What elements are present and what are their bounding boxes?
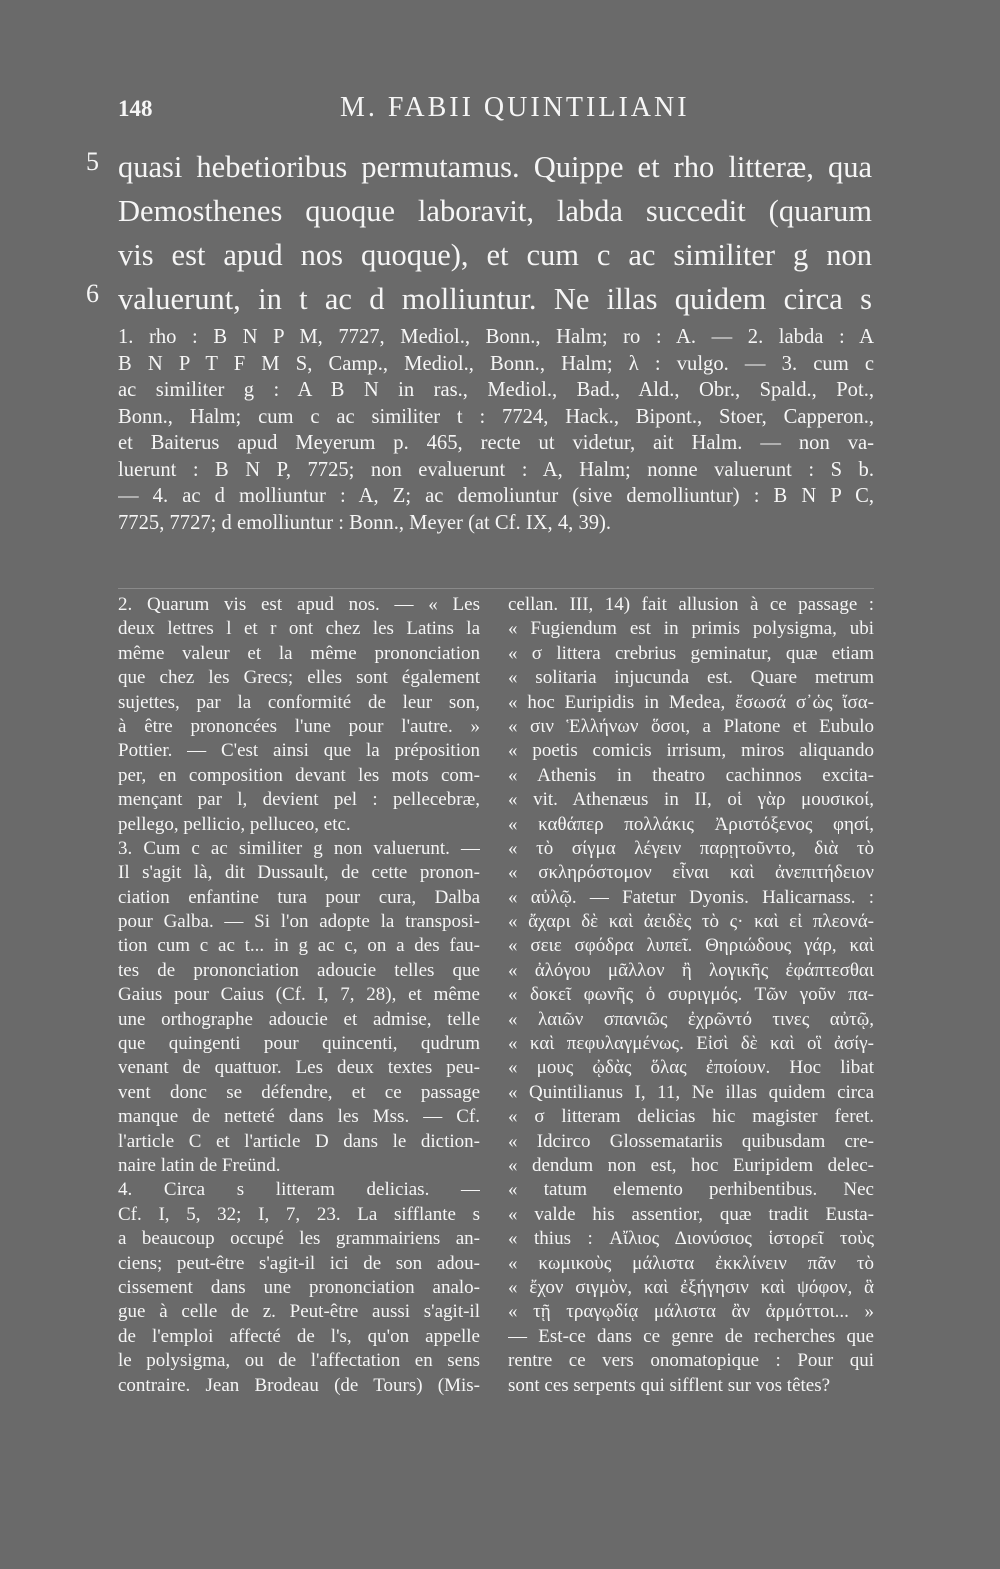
commentary-line: pour Galba. — Si l'on adopte la transposi-	[118, 911, 480, 933]
commentary-line: « αὐλῷ. — Fatetur Dyonis. Halicarnass. :	[508, 886, 874, 908]
apparatus-line: 7725, 7727; d emolliuntur : Bonn., Meyer (at Cf. IX, 4, 39).	[118, 511, 612, 534]
commentary-line: « τῇ τραγῳδίᾳ μάλιστα ἂν ἁρμόττοι... »	[508, 1301, 874, 1323]
commentary-line: « σ littera crebrius geminatur, quæ etiam	[508, 642, 874, 664]
commentary-line: de l'emploi affecté de l's, qu'on appelle	[118, 1325, 480, 1347]
commentary-line: per, en composition devant les mots com-	[118, 764, 480, 786]
commentary-line: Cf. I, 5, 32; I, 7, 23. La sifflante s	[118, 1203, 480, 1225]
commentary-line: que quingenti pour quincenti, qudrum	[118, 1033, 480, 1055]
main-text-content: quasi hebetioribus permutamus. Quippe et rho litteræ, qua	[118, 150, 872, 184]
line-number: 5	[86, 147, 99, 176]
commentary-line: « hoc Euripidis in Medea, ἔσωσά σ᾽ὡς ἴσα-	[508, 691, 874, 713]
commentary-line: Pottier. — C'est ainsi que la préposition	[118, 740, 480, 762]
commentary-line: cissement dans une prononciation analo-	[118, 1276, 480, 1298]
commentary-line: « σιν Ἑλλήνων ὅσοι, a Platone et Eubulo	[508, 715, 874, 737]
commentary-line: ciens; peut-être s'agit-il ici de son adou-	[118, 1252, 480, 1274]
commentary-line: « dendum non est, hoc Euripidem delec-	[508, 1154, 874, 1176]
commentary-left-column	[118, 593, 480, 1398]
commentary-line: gue à celle de z. Peut-être aussi s'agit-il	[118, 1301, 480, 1323]
commentary-line: « μους ᾠδὰς ὅλας ἐποίουν. Hoc libat	[508, 1057, 874, 1079]
commentary-line: « σκληρόστομον εἶναι καὶ ἀνεπιτήδειον	[508, 862, 874, 884]
commentary-line: l'article C et l'article D dans le diction-	[118, 1130, 480, 1152]
commentary-line: à être prononcées l'une pour l'autre. »	[118, 715, 480, 737]
main-text-content: valuerunt, in t ac d molliuntur. Ne illas quidem circa s	[118, 282, 872, 316]
commentary-line: « ἔχον σιγμὸν, καὶ ἐξήγησιν καὶ ψόφον, ἃ	[508, 1276, 874, 1298]
commentary-line: « καθάπερ πολλάκις Ἀριστόξενος φησί,	[508, 813, 874, 835]
commentary-line: « Athenis in theatro cachinnos excita-	[508, 764, 874, 786]
main-text	[0, 145, 1000, 321]
commentary-line: « Quintilianus I, 11, Ne illas quidem circa	[508, 1081, 874, 1103]
commentary-line: manque de netteté dans les Mss. — Cf.	[118, 1106, 480, 1128]
commentary-line: le polysigma, ou de l'affectation en sens	[118, 1350, 480, 1372]
commentary-line: « τὸ σίγμα λέγειν παρῃτοῦντο, διὰ τὸ	[508, 837, 874, 859]
critical-apparatus	[118, 324, 874, 536]
commentary-line: sujettes, par la conformité de leur son,	[118, 691, 480, 713]
commentary-line: a beaucoup occupé les grammairiens an-	[118, 1228, 480, 1250]
commentary-line: « λαιῶν σπανιῶς ἐχρῶντό τινες αὐτῷ,	[508, 1008, 874, 1030]
commentary-line: « ἄχαρι δὲ καὶ ἀειδὲς τὸ ς· καὶ εἰ πλεονά-	[508, 911, 874, 933]
commentary-line: « poetis comicis irrisum, miros aliquando	[508, 740, 874, 762]
commentary-line: « vit. Athenæus in II, οἱ γὰρ μουσικοί,	[508, 789, 874, 811]
commentary-line: « σειε σφόδρα λυπεῖ. Θηριώδους γάρ, καὶ	[508, 935, 874, 957]
main-text-content: Demosthenes quoque laboravit, labda succedit (quarum	[118, 194, 872, 228]
commentary-line: Il s'agit là, dit Dussault, de cette pronon-	[118, 862, 480, 884]
commentary-line: ciation enfantine tura pour cura, Dalba	[118, 886, 480, 908]
commentary-line: une orthographe adoucie et admise, telle	[118, 1008, 480, 1030]
commentary-line: naire latin de Freünd.	[118, 1154, 281, 1176]
commentary-line: sont ces serpents qui sifflent sur vos têtes?	[508, 1374, 831, 1396]
commentary-line: « κωμικοὺς μάλιστα ἐκκλίνειν πᾶν τὸ	[508, 1252, 874, 1274]
commentary-line: « καὶ πεφυλαγμένως. Εἰσὶ δὲ καὶ οἳ ἀσίγ-	[508, 1033, 874, 1055]
commentary-line: tion cum c ac t... in g ac c, on a des fau-	[118, 935, 480, 957]
page-number: 148	[118, 96, 153, 121]
commentary-line: « solitaria injucunda est. Quare metrum	[508, 667, 874, 689]
commentary-line: venant de quattuor. Les deux textes peu-	[118, 1057, 480, 1079]
commentary-line: contraire. Jean Brodeau (de Tours) (Mis-	[118, 1374, 480, 1396]
commentary-line: « δοκεῖ φωνῆς ὁ συριγμός. Τῶν γοῦν πα-	[508, 984, 874, 1006]
commentary-line: « thius : Αἴλιος Διονύσιος ἱστορεῖ τοὺς	[508, 1228, 874, 1250]
commentary-line: — Est-ce dans ce genre de recherches que	[508, 1325, 874, 1347]
apparatus-line: ac similiter g : A B N in ras., Mediol., Bad., Ald., Obr., Spald., Pot.,	[118, 379, 874, 401]
commentary-line: « valde his assentior, quæ tradit Eusta-	[508, 1203, 874, 1225]
apparatus-line: Bonn., Halm; cum c ac similiter t : 7724, Hack., Bipont., Stoer, Capperon.,	[118, 405, 874, 428]
main-text-line	[0, 189, 1000, 233]
main-text-line	[0, 233, 1000, 277]
commentary-line: 3. Cum c ac similiter g non valuerunt. —	[118, 837, 480, 859]
commentary-line: pellego, pellicio, pelluceo, etc.	[118, 813, 351, 835]
commentary-line: Gaius pour Caius (Cf. I, 7, 28), et même	[118, 984, 480, 1006]
line-number: 6	[86, 279, 99, 308]
divider-rule	[118, 588, 874, 589]
main-text-content: vis est apud nos quoque), et cum c ac similiter g non	[118, 238, 872, 272]
commentary-line: deux lettres l et r ont chez les Latins la	[118, 618, 480, 640]
commentary-line: vent donc se défendre, et ce passage	[118, 1081, 480, 1103]
commentary-line: « Idcirco Glossematariis quibusdam cre-	[508, 1130, 874, 1152]
page-header	[0, 92, 1000, 132]
apparatus-line: — 4. ac d molliuntur : A, Z; ac demoliuntur (sive demolliuntur) : B N P C,	[118, 485, 874, 507]
commentary-line: cellan. III, 14) fait allusion à ce passage :	[508, 594, 874, 615]
commentary-line: rentre ce vers onomatopique : Pour qui	[508, 1350, 874, 1372]
apparatus-line: B N P T F M S, Camp., Mediol., Bonn., Halm; λ : vulgo. — 3. cum c	[118, 352, 874, 375]
running-title: M. FABII QUINTILIANI	[340, 92, 690, 123]
commentary-line: 2. Quarum vis est apud nos. — « Les	[118, 594, 480, 615]
apparatus-line: luerunt : B N P, 7725; non evaluerunt : A, Halm; nonne valuerunt : S b.	[118, 458, 874, 481]
main-text-line	[0, 277, 1000, 321]
commentary-line: mençant par l, devient pel : pellecebræ,	[118, 789, 480, 811]
apparatus-line: et Baiterus apud Meyerum p. 465, recte ut videtur, ait Halm. — non va-	[118, 432, 874, 454]
commentary-right-column	[508, 593, 874, 1398]
commentary-line: 4. Circa s litteram delicias. —	[118, 1179, 480, 1201]
commentary-line: même valeur et la même prononciation	[118, 642, 480, 664]
commentary-line: « ἀλόγου μᾶλλον ἢ λογικῆς ἐφάπτεσθαι	[508, 959, 874, 981]
commentary-line: « Fugiendum est in primis polysigma, ubi	[508, 618, 874, 640]
commentary-line: « σ litteram delicias hic magister feret.	[508, 1106, 874, 1128]
apparatus-line: 1. rho : B N P M, 7727, Mediol., Bonn., Halm; ro : A. — 2. labda : A	[118, 326, 874, 348]
commentary-line: que chez les Grecs; elles sont également	[118, 667, 480, 689]
main-text-line	[0, 145, 1000, 189]
commentary-line: « tatum elemento perhibentibus. Nec	[508, 1179, 874, 1201]
commentary-line: tes de prononciation adoucie telles que	[118, 959, 480, 981]
